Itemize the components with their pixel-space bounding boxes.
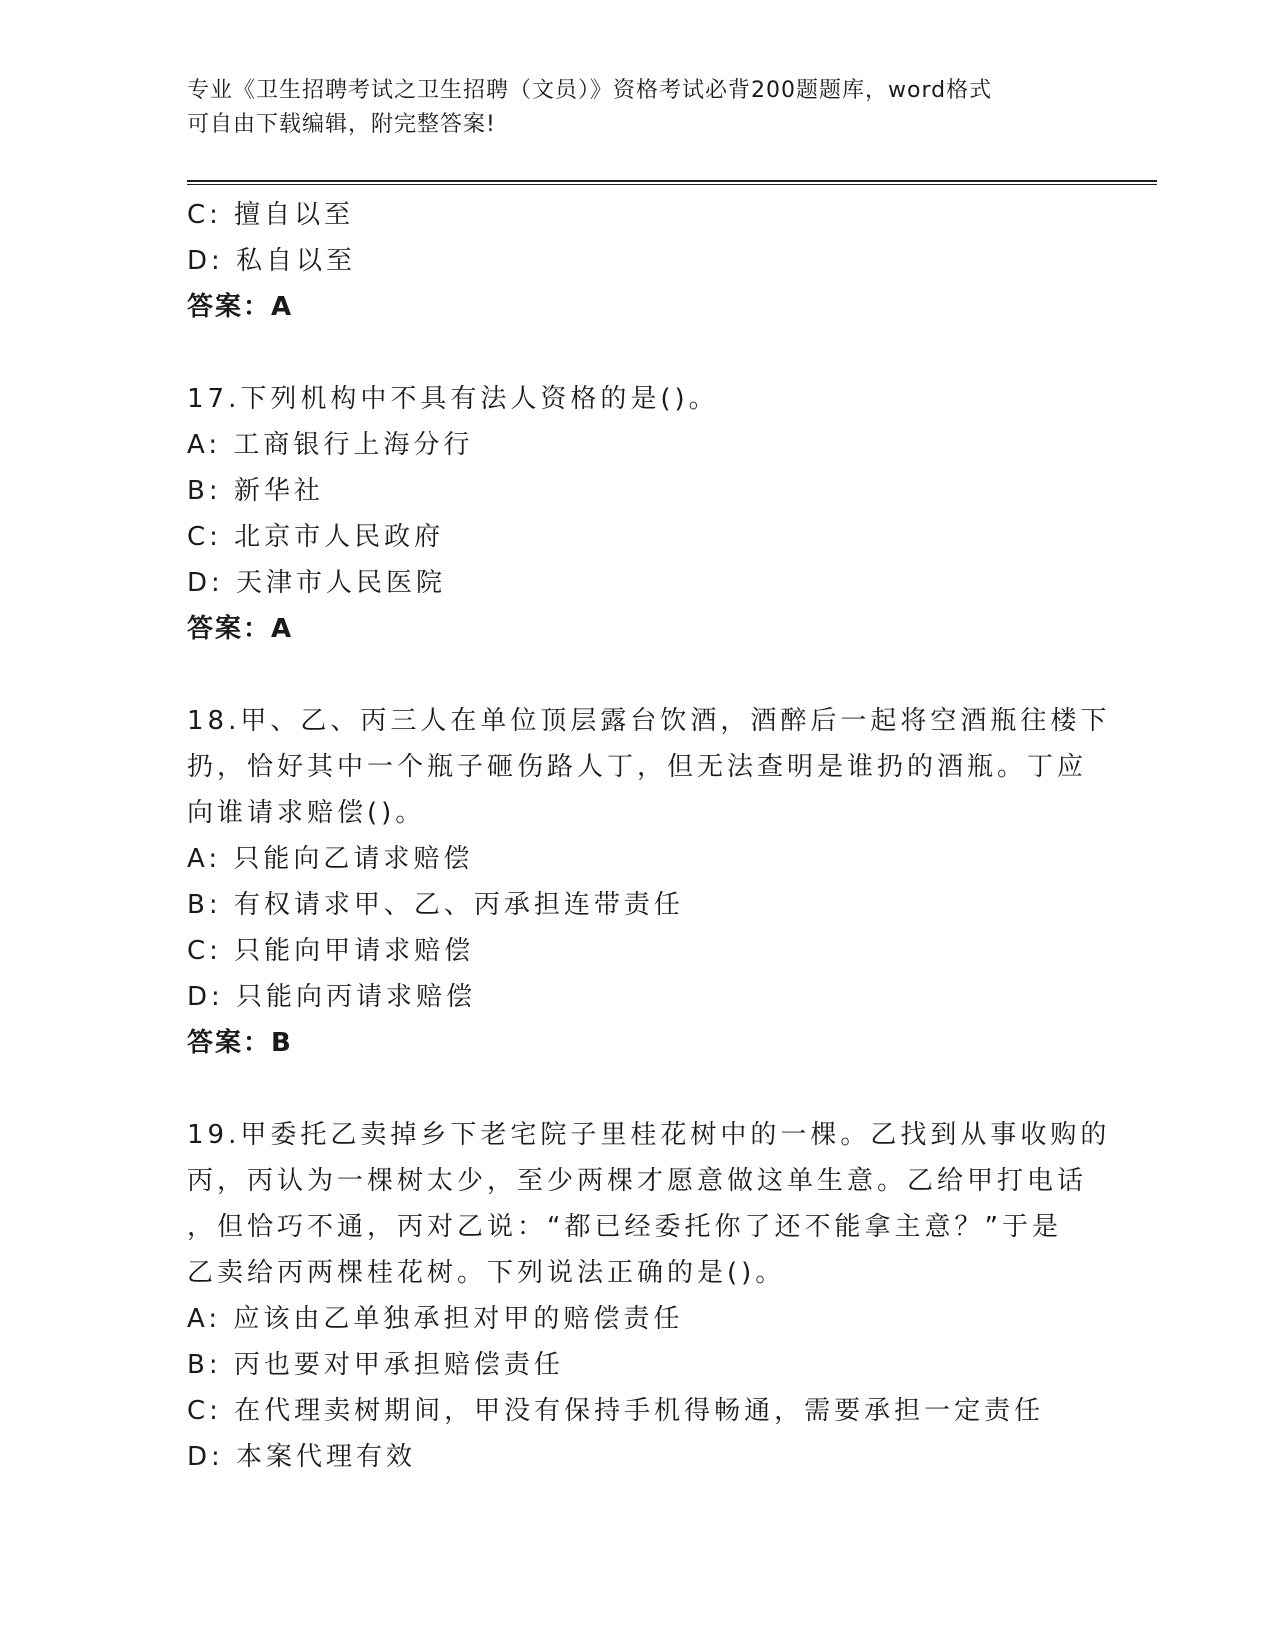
answer-label: 答案：B — [187, 1028, 293, 1058]
question-stem-line: ，但恰巧不通，丙对乙说：“都已经委托你了还不能拿主意？”于是 — [187, 1212, 1062, 1242]
option-c: C: 擅自以至 — [187, 200, 355, 230]
question-18 — [187, 698, 1111, 1066]
option-a: A: 应该由乙单独承担对甲的赔偿责任 — [187, 1304, 684, 1334]
question-stem-line: 丙，丙认为一棵树太少，至少两棵才愿意做这单生意。乙给甲打电话 — [187, 1166, 1088, 1196]
header-line-2: 可自由下载编辑，附完整答案! — [187, 112, 496, 137]
question-17 — [187, 376, 1087, 652]
answer-label: 答案：A — [187, 614, 294, 644]
question-stem-line: 19.甲委托乙卖掉乡下老宅院子里桂花树中的一棵。乙找到从事收购的 — [187, 1120, 1111, 1150]
option-d: D: 只能向丙请求赔偿 — [187, 982, 477, 1012]
option-d: D: 本案代理有效 — [187, 1442, 417, 1472]
question-19 — [187, 1112, 1111, 1480]
option-c: C: 在代理卖树期间，甲没有保持手机得畅通，需要承担一定责任 — [187, 1396, 1045, 1426]
header-line-1: 专业《卫生招聘考试之卫生招聘（文员）》资格考试必背200题题库，word格式 — [187, 78, 993, 103]
option-b: B: 丙也要对甲承担赔偿责任 — [187, 1350, 564, 1380]
option-d: D: 私自以至 — [187, 246, 357, 276]
option-c: C: 只能向甲请求赔偿 — [187, 936, 475, 966]
answer-label: 答案：A — [187, 292, 294, 322]
option-b: B: 新华社 — [187, 476, 324, 506]
option-d: D: 天津市人民医院 — [187, 568, 447, 598]
question-stem-line: 向谁请求赔偿()。 — [187, 798, 426, 828]
question-stem-line: 18.甲、乙、丙三人在单位顶层露台饮酒，酒醉后一起将空酒瓶往楼下 — [187, 706, 1111, 736]
question-stem: 17.下列机构中不具有法人资格的是()。 — [187, 384, 719, 414]
question-stem-line: 乙卖给丙两棵桂花树。下列说法正确的是()。 — [187, 1258, 786, 1288]
option-c: C: 北京市人民政府 — [187, 522, 445, 552]
header-divider — [187, 180, 1157, 182]
document-header — [187, 74, 1087, 142]
question-list — [187, 192, 1111, 1480]
option-a: A: 只能向乙请求赔偿 — [187, 844, 474, 874]
header-divider-thin — [187, 184, 1157, 185]
option-a: A: 工商银行上海分行 — [187, 430, 474, 460]
option-b: B: 有权请求甲、乙、丙承担连带责任 — [187, 890, 684, 920]
question-stem-line: 扔，恰好其中一个瓶子砸伤路人丁，但无法查明是谁扔的酒瓶。丁应 — [187, 752, 1088, 782]
